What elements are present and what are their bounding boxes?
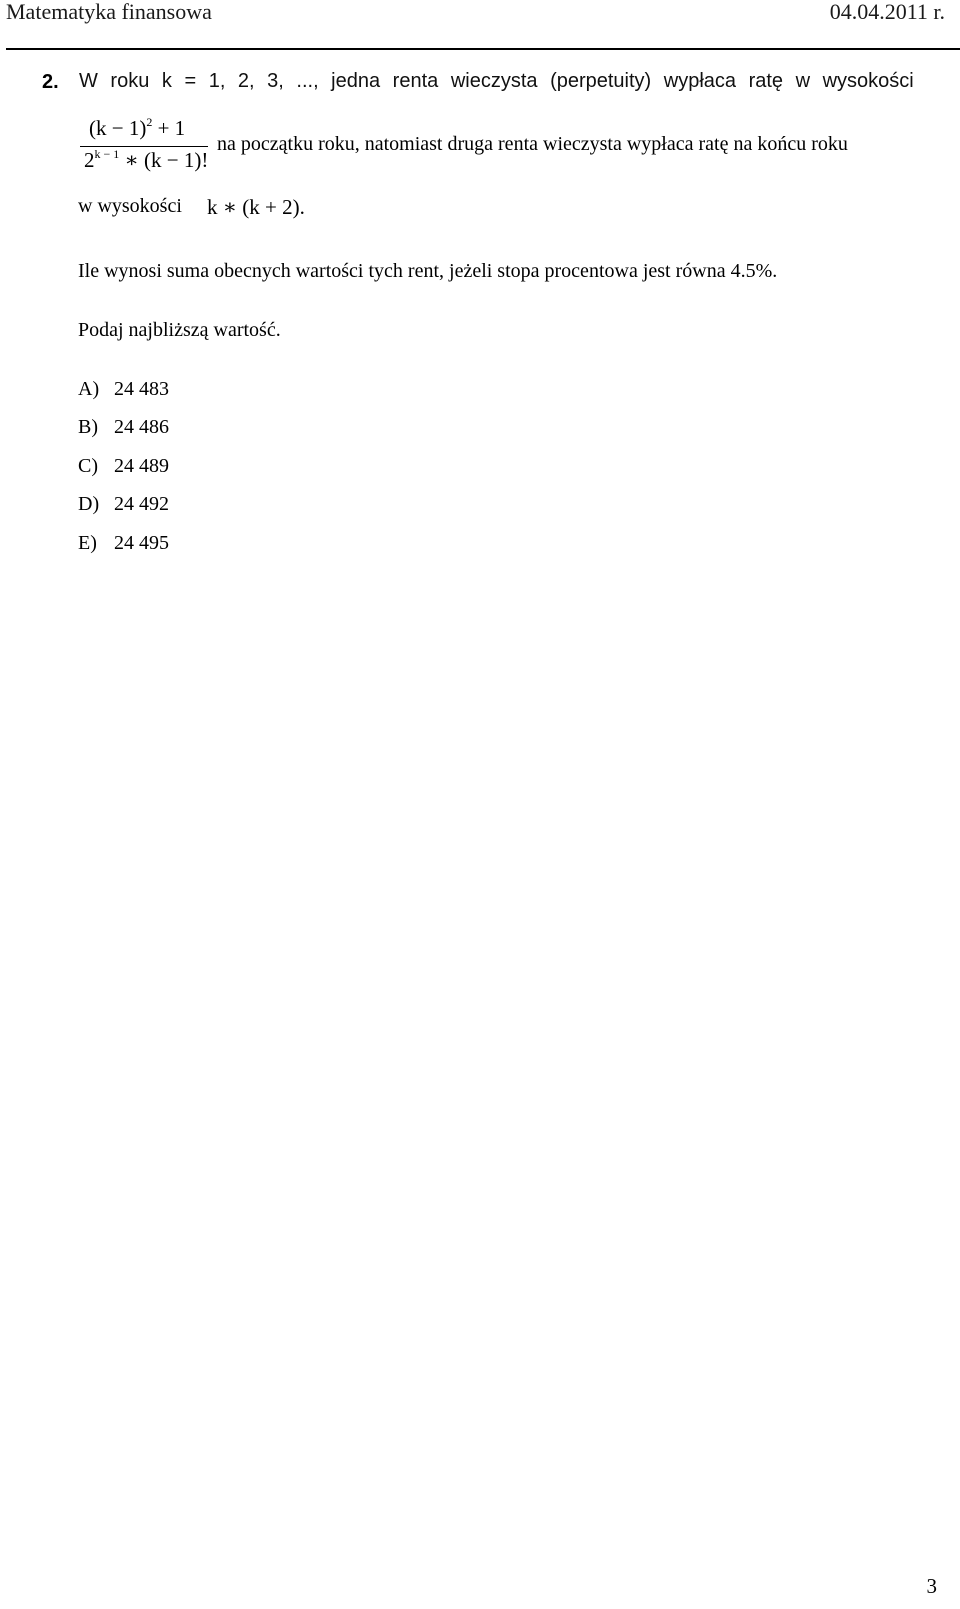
instruction-text: Podaj najbliższą wartość. xyxy=(78,319,281,341)
fraction-denominator xyxy=(84,148,208,173)
question-text: Ile wynosi suma obecnych wartości tych rent, jeżeli stopa procentowa jest równa 4.5%. xyxy=(78,260,778,282)
option-value: 24 483 xyxy=(114,378,169,400)
option-value: 24 486 xyxy=(114,416,169,438)
header-divider xyxy=(6,48,960,50)
answer-option-c xyxy=(78,455,169,478)
option-label: C) xyxy=(78,455,98,477)
answer-option-a xyxy=(78,378,169,401)
answer-option-b xyxy=(78,416,169,439)
numerator-tail: + 1 xyxy=(157,116,186,140)
denominator-exponent: k − 1 xyxy=(94,147,120,161)
option-label: A) xyxy=(78,378,100,400)
payment-formula: k ∗ (k + 2). xyxy=(207,195,305,219)
option-value: 24 495 xyxy=(114,532,169,554)
header-title: Matematyka finansowa xyxy=(6,0,212,24)
answer-option-e xyxy=(78,532,169,555)
problem-number: 2. xyxy=(42,71,59,93)
option-value: 24 492 xyxy=(114,493,169,515)
problem-text-line-2: na początku roku, natomiast druga renta wieczysta wypłaca ratę na końcu roku xyxy=(217,133,848,155)
fraction-numerator xyxy=(89,116,185,141)
option-label: B) xyxy=(78,416,98,438)
denominator-tail: ∗ (k − 1)! xyxy=(124,148,209,172)
answer-option-d xyxy=(78,493,169,516)
numerator-base: (k − 1) xyxy=(89,116,147,140)
header-date: 04.04.2011 r. xyxy=(829,0,945,24)
option-label: E) xyxy=(78,532,97,554)
option-value: 24 489 xyxy=(114,455,169,477)
problem-text-line-3: w wysokości xyxy=(78,195,182,217)
numerator-exponent: 2 xyxy=(146,115,153,129)
option-label: D) xyxy=(78,493,100,515)
denominator-base: 2 xyxy=(84,148,95,172)
page-number: 3 xyxy=(926,1574,937,1598)
problem-text-line-1: W roku k = 1, 2, 3, ..., jedna renta wieczysta (perpetuity) wypłaca ratę w wysokości xyxy=(79,70,914,92)
